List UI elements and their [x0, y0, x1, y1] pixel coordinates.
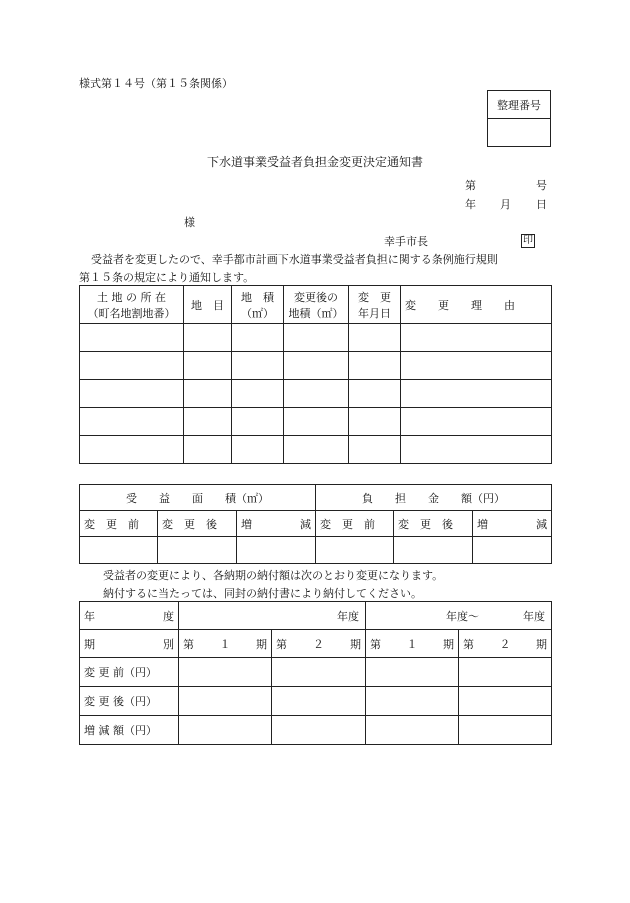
table-row	[80, 436, 552, 464]
cell[interactable]	[401, 352, 552, 380]
area-after-label: 変 更 後	[158, 511, 237, 537]
seiri-bango-label: 整理番号	[488, 91, 551, 119]
amount-diff-label: 増 減	[473, 511, 552, 537]
cell[interactable]	[284, 408, 349, 436]
cell[interactable]	[184, 324, 232, 352]
period-2-label: 第 ２ 期	[272, 630, 366, 658]
table-row	[80, 380, 552, 408]
cell[interactable]	[80, 408, 184, 436]
document-title: 下水道事業受益者負担金変更決定通知書	[207, 155, 424, 169]
cell[interactable]	[349, 324, 401, 352]
year-cell-1[interactable]: 年度	[179, 602, 366, 630]
cell[interactable]	[179, 687, 272, 716]
amount-before-label: 変 更 前	[316, 511, 394, 537]
area-diff-label: 増 減	[237, 511, 316, 537]
cell[interactable]	[473, 537, 552, 564]
cell[interactable]	[158, 537, 237, 564]
cell[interactable]	[316, 537, 394, 564]
cell[interactable]	[184, 436, 232, 464]
amount-after-label: 変 更 後	[394, 511, 473, 537]
cell[interactable]	[232, 436, 284, 464]
cell[interactable]	[184, 380, 232, 408]
seal-mark: 印	[523, 235, 533, 246]
cell[interactable]	[349, 380, 401, 408]
year-row-label: 年 度	[80, 602, 179, 630]
payment-table	[79, 601, 552, 745]
after-row-label: 変 更 後（円）	[80, 687, 179, 716]
header-change-date: 変 更 年月日	[349, 286, 401, 324]
go-label: 号	[536, 179, 547, 192]
table-row	[80, 408, 552, 436]
table-row	[80, 716, 552, 745]
cell[interactable]	[80, 436, 184, 464]
cell[interactable]	[349, 352, 401, 380]
table-row	[80, 324, 552, 352]
cell[interactable]	[179, 716, 272, 745]
day-label: 日	[536, 198, 547, 211]
cell[interactable]	[80, 380, 184, 408]
seiri-bango-field[interactable]	[488, 119, 551, 147]
cell[interactable]	[394, 537, 473, 564]
cell[interactable]	[284, 380, 349, 408]
cell[interactable]	[284, 436, 349, 464]
cell[interactable]	[366, 658, 459, 687]
header-reason: 変 更 理 由	[401, 286, 552, 324]
cell[interactable]	[232, 352, 284, 380]
table-row	[80, 537, 552, 564]
dai-label: 第	[465, 179, 476, 192]
cell[interactable]	[349, 408, 401, 436]
year-cell-2[interactable]: 年度～ 年度	[366, 602, 552, 630]
cell[interactable]	[232, 408, 284, 436]
mayor-label: 幸手市長	[384, 235, 428, 248]
cell[interactable]	[80, 537, 158, 564]
cell[interactable]	[184, 408, 232, 436]
body-text-line2: 第１５条の規定により通知します。	[79, 271, 255, 284]
cell[interactable]	[272, 716, 366, 745]
cell[interactable]	[232, 324, 284, 352]
form-number: 様式第１４号（第１５条関係）	[79, 77, 233, 90]
cell[interactable]	[80, 324, 184, 352]
cell[interactable]	[80, 352, 184, 380]
sama-label: 様	[184, 216, 195, 229]
table-row	[80, 658, 552, 687]
cell[interactable]	[272, 687, 366, 716]
cell[interactable]	[179, 658, 272, 687]
cell[interactable]	[184, 352, 232, 380]
before-row-label: 変 更 前（円）	[80, 658, 179, 687]
period-1-label: 第 １ 期	[366, 630, 459, 658]
cell[interactable]	[459, 716, 552, 745]
year-label: 年	[465, 198, 476, 211]
cell[interactable]	[401, 436, 552, 464]
land-table	[79, 285, 552, 464]
cell[interactable]	[366, 687, 459, 716]
notice-text-line2: 納付するに当たっては、同封の納付書により納付してください。	[103, 587, 422, 600]
area-amount-table	[79, 484, 552, 564]
period-1-label: 第 １ 期	[179, 630, 272, 658]
body-text-line1: 受益者を変更したので、幸手都市計画下水道事業受益者負担に関する条例施行規則	[91, 253, 498, 266]
header-new-area: 変更後の 地積（㎡）	[284, 286, 349, 324]
land-table-header	[80, 286, 552, 324]
header-benefit-area: 受 益 面 積（㎡）	[80, 485, 316, 511]
diff-row-label: 増 減 額（円）	[80, 716, 179, 745]
cell[interactable]	[459, 658, 552, 687]
table-row	[80, 352, 552, 380]
cell[interactable]	[401, 380, 552, 408]
cell[interactable]	[284, 324, 349, 352]
cell[interactable]	[401, 408, 552, 436]
cell[interactable]	[232, 380, 284, 408]
table-row	[80, 687, 552, 716]
cell[interactable]	[284, 352, 349, 380]
header-area: 地 積 （㎡）	[232, 286, 284, 324]
period-row-label: 期 別	[80, 630, 179, 658]
header-location: 土 地 の 所 在 （町名地割地番）	[80, 286, 184, 324]
notice-text-line1: 受益者の変更により、各納期の納付額は次のとおり変更になります。	[103, 569, 444, 582]
period-2-label: 第 ２ 期	[459, 630, 552, 658]
cell[interactable]	[366, 716, 459, 745]
header-charge-amount: 負 担 金 額（円）	[316, 485, 552, 511]
month-label: 月	[500, 198, 511, 211]
cell[interactable]	[237, 537, 316, 564]
cell[interactable]	[349, 436, 401, 464]
cell[interactable]	[401, 324, 552, 352]
cell[interactable]	[459, 687, 552, 716]
area-before-label: 変 更 前	[80, 511, 158, 537]
seiri-bango-box	[487, 90, 551, 147]
header-chimoku: 地 目	[184, 286, 232, 324]
cell[interactable]	[272, 658, 366, 687]
